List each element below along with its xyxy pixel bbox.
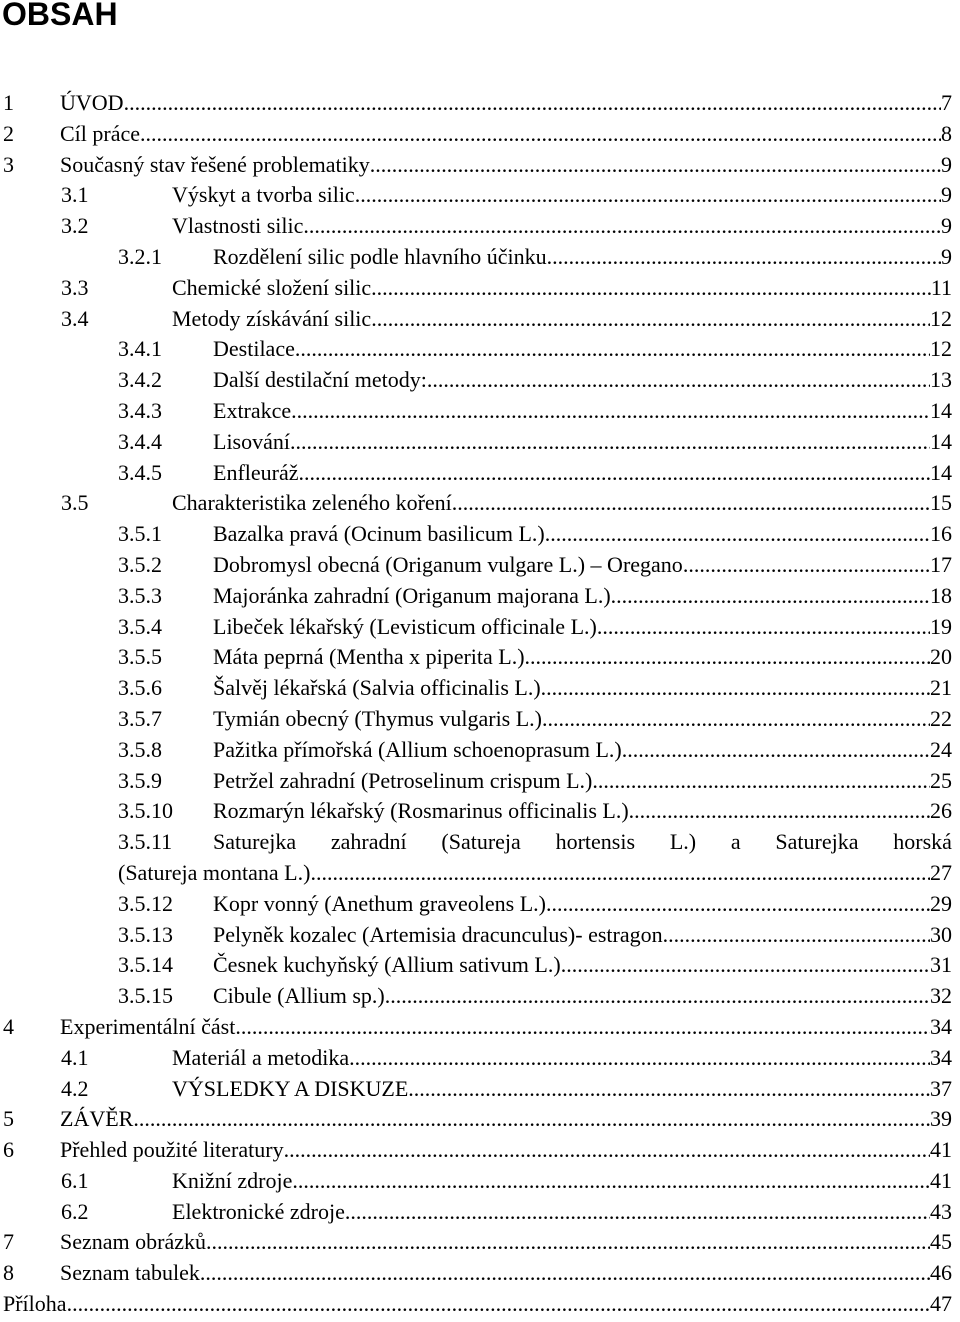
toc-entry-title: Seznam tabulek — [60, 1260, 200, 1286]
toc-entry-line — [213, 612, 952, 643]
toc-heading: OBSAH — [2, 0, 118, 32]
toc-entry-title: Enfleuráž — [213, 459, 299, 485]
toc-entry-number: 3.4.5 — [118, 459, 162, 485]
toc-entry-title: VÝSLEDKY A DISKUZE — [172, 1075, 409, 1101]
toc-entry-line — [213, 796, 952, 827]
dot-leader — [349, 1043, 930, 1074]
dot-leader — [452, 488, 930, 519]
toc-entry-line — [213, 242, 952, 273]
toc-entry — [0, 273, 960, 304]
toc-page-number: 14 — [930, 397, 952, 423]
dot-leader — [683, 550, 930, 581]
toc-entry-number: 3.5.12 — [118, 890, 173, 916]
toc-entry-number: 3 — [3, 151, 14, 177]
toc-page-number: 31 — [930, 952, 952, 978]
toc-page-number: 41 — [930, 1167, 952, 1193]
toc-page-number: 14 — [930, 459, 952, 485]
dot-leader — [541, 673, 930, 704]
toc-page-number: 30 — [930, 921, 952, 947]
dot-leader — [206, 1227, 930, 1258]
toc-entry-number: 3.5 — [61, 490, 89, 516]
toc-entry-title: Výskyt a tvorba silic — [172, 182, 355, 208]
toc-entry-number: 3.5.7 — [118, 705, 162, 731]
toc-entry — [0, 981, 960, 1012]
toc-entry-line — [213, 766, 952, 797]
toc-entry — [0, 1289, 960, 1320]
toc-entry-line — [213, 365, 952, 396]
toc-page-number: 9 — [941, 243, 952, 269]
toc-entry-number: 4.1 — [61, 1044, 89, 1070]
toc-entry — [0, 950, 960, 981]
toc-entry-title: Saturejka zahradní (Satureja hortensis L.) a Saturejka horská — [213, 829, 952, 855]
toc-entry-title: Pelyněk kozalec (Artemisia dracunculus)- estragon — [213, 921, 663, 947]
toc-entry-number: 5 — [3, 1106, 14, 1132]
toc-entry-title: Kopr vonný (Anethum graveolens L.) — [213, 890, 546, 916]
dot-leader — [546, 889, 930, 920]
toc-entry-title: Metody získávání silic — [172, 305, 372, 331]
toc-entry-line — [118, 858, 952, 889]
toc-entry-line — [172, 304, 952, 335]
toc-page-number: 15 — [930, 490, 952, 516]
toc-entry-number: 3.5.5 — [118, 644, 162, 670]
toc-entry — [0, 211, 960, 242]
toc-entry-number: 3.5.10 — [118, 798, 173, 824]
toc-entry-line — [213, 642, 952, 673]
toc-entry-line — [60, 150, 952, 181]
toc-entry-number: 4 — [3, 1013, 14, 1039]
toc-page-number: 18 — [930, 582, 952, 608]
toc-entry-number: 2 — [3, 120, 14, 146]
toc-entry-title: Šalvěj lékařská (Salvia officinalis L.) — [213, 675, 541, 701]
toc-entry-line — [3, 1289, 952, 1320]
toc-entry-title: Extrakce — [213, 397, 292, 423]
toc-entry-line — [213, 981, 952, 1012]
toc-entry-line — [213, 550, 952, 581]
toc-entry-number: 3.4.4 — [118, 428, 162, 454]
toc-entry — [0, 396, 960, 427]
toc-entry-line — [213, 427, 952, 458]
toc-entry-number: 6.1 — [61, 1167, 89, 1193]
toc-entry — [0, 1227, 960, 1258]
toc-page-number: 24 — [930, 736, 952, 762]
toc-entry-line — [60, 1258, 952, 1289]
toc-entry-number: 3.4.2 — [118, 367, 162, 393]
dot-leader — [67, 1289, 930, 1320]
toc-page-number: 14 — [930, 428, 952, 454]
dot-leader — [290, 427, 930, 458]
toc-entry — [0, 827, 960, 858]
toc-entry-line — [172, 180, 952, 211]
table-of-contents — [0, 88, 960, 1320]
toc-entry-title: Materiál a metodika — [172, 1044, 350, 1070]
toc-entry-number: 3.5.4 — [118, 613, 162, 639]
toc-entry-title: Seznam obrázků — [60, 1229, 206, 1255]
toc-entry-title: Příloha — [3, 1291, 67, 1317]
toc-entry-title: Lisování — [213, 428, 290, 454]
toc-entry-title: Současný stav řešené problematiky — [60, 151, 370, 177]
toc-entry — [0, 1043, 960, 1074]
toc-page-number: 45 — [930, 1229, 952, 1255]
toc-page-number: 22 — [930, 705, 952, 731]
dot-leader — [200, 1258, 930, 1289]
dot-leader — [547, 242, 941, 273]
dot-leader — [371, 304, 930, 335]
dot-leader — [284, 1135, 930, 1166]
toc-entry-line — [213, 735, 952, 766]
toc-page-number: 25 — [930, 767, 952, 793]
toc-entry — [0, 1166, 960, 1197]
toc-entry-number: 3.5.1 — [118, 521, 162, 547]
toc-entry — [0, 673, 960, 704]
toc-page-number: 39 — [930, 1106, 952, 1132]
toc-entry-line — [213, 334, 952, 365]
toc-entry — [0, 1104, 960, 1135]
toc-entry-title: Experimentální část — [60, 1013, 236, 1039]
toc-entry-title: Pažitka přímořská (Allium schoenoprasum L.) — [213, 736, 622, 762]
toc-entry-title: ÚVOD — [60, 90, 124, 115]
dot-leader — [235, 1012, 930, 1043]
toc-entry-number: 3.2 — [61, 213, 89, 239]
toc-entry-title: Vlastnosti silic. — [172, 213, 309, 239]
dot-leader — [427, 365, 930, 396]
toc-entry-line — [213, 704, 952, 735]
toc-entry-title: Další destilační metody: — [213, 367, 427, 393]
toc-page-number: 32 — [930, 983, 952, 1009]
toc-page-number: 9 — [941, 213, 952, 239]
toc-entry-number: 6 — [3, 1137, 14, 1163]
toc-page-number: 19 — [930, 613, 952, 639]
toc-entry — [0, 1135, 960, 1166]
toc-entry — [0, 180, 960, 211]
toc-entry-title: Máta peprná (Mentha x piperita L.) — [213, 644, 525, 670]
toc-entry-title: Majoránka zahradní (Origanum majorana L.) — [213, 582, 611, 608]
toc-page-number: 43 — [930, 1198, 952, 1224]
toc-entry — [0, 550, 960, 581]
dot-leader — [355, 180, 941, 211]
toc-entry-number: 3.5.15 — [118, 983, 173, 1009]
toc-page-number: 27 — [930, 859, 952, 885]
toc-page-number: 29 — [930, 890, 952, 916]
toc-entry-line — [213, 889, 952, 920]
toc-entry-number: 7 — [3, 1229, 14, 1255]
toc-page-number: 34 — [930, 1044, 952, 1070]
toc-entry-line — [60, 1135, 952, 1166]
toc-entry-line — [213, 673, 952, 704]
toc-entry — [0, 612, 960, 643]
toc-entry — [0, 796, 960, 827]
toc-page-number: 9 — [941, 151, 952, 177]
toc-entry — [0, 920, 960, 951]
toc-entry — [0, 365, 960, 396]
toc-entry-line — [172, 488, 952, 519]
toc-entry — [0, 150, 960, 181]
dot-leader — [309, 211, 941, 242]
dot-leader — [140, 119, 941, 150]
toc-entry-line — [213, 519, 952, 550]
toc-entry — [0, 427, 960, 458]
dot-leader — [525, 642, 930, 673]
dot-leader — [124, 88, 941, 119]
dot-leader — [295, 334, 930, 365]
toc-entry-line — [172, 1166, 952, 1197]
toc-entry-title: Česnek kuchyňský (Allium sativum L.) — [213, 952, 561, 978]
toc-entry — [0, 458, 960, 489]
toc-entry-title: Rozdělení silic podle hlavního účinku — [213, 243, 547, 269]
toc-entry-line — [60, 119, 952, 150]
toc-entry — [0, 334, 960, 365]
toc-entry-line — [172, 1197, 952, 1228]
toc-entry-title: Elektronické zdroje — [172, 1198, 345, 1224]
toc-entry-number: 3.5.14 — [118, 952, 173, 978]
toc-entry-title: Charakteristika zeleného koření — [172, 490, 452, 516]
dot-leader — [597, 612, 930, 643]
toc-entry-title: Rozmarýn lékařský (Rosmarinus officinalis L.) — [213, 798, 629, 824]
toc-entry-title: Cibule (Allium sp.) — [213, 983, 385, 1009]
dot-leader — [385, 981, 930, 1012]
dot-leader — [611, 581, 930, 612]
toc-entry-title: Cíl práce — [60, 120, 141, 146]
toc-entry-line — [60, 88, 952, 119]
toc-page-number: 12 — [930, 305, 952, 331]
toc-entry-number: 8 — [3, 1260, 14, 1286]
toc-entry — [0, 735, 960, 766]
toc-entry-line — [213, 581, 952, 612]
toc-page-number: 9 — [941, 182, 952, 208]
toc-page-number: 11 — [930, 274, 952, 300]
toc-entry-number: 3.3 — [61, 274, 89, 300]
toc-entry-number: 3.1 — [61, 182, 89, 208]
toc-entry-line — [60, 1012, 952, 1043]
toc-entry — [0, 519, 960, 550]
toc-page-number: 17 — [930, 551, 952, 577]
toc-entry-title: (Satureja montana L.) — [118, 859, 311, 885]
dot-leader — [592, 766, 930, 797]
toc-entry — [0, 766, 960, 797]
toc-entry-number: 3.5.8 — [118, 736, 162, 762]
dot-leader — [561, 950, 930, 981]
dot-leader — [291, 396, 930, 427]
dot-leader — [622, 735, 930, 766]
dot-leader — [310, 858, 930, 889]
toc-entry-line — [60, 1104, 952, 1135]
toc-entry-number: 1 — [3, 90, 14, 115]
toc-entry-number: 3.4.3 — [118, 397, 162, 423]
dot-leader — [370, 150, 941, 181]
toc-page-number: 46 — [930, 1260, 952, 1286]
toc-entry-number: 4.2 — [61, 1075, 89, 1101]
toc-entry-number: 3.4.1 — [118, 336, 162, 362]
toc-page-number: 37 — [930, 1075, 952, 1101]
toc-entry — [0, 889, 960, 920]
toc-entry — [0, 488, 960, 519]
toc-entry — [0, 242, 960, 273]
toc-page-number: 41 — [930, 1137, 952, 1163]
toc-entry-title: Libeček lékařský (Levisticum officinale L.) — [213, 613, 597, 639]
toc-entry-number: 3.5.2 — [118, 551, 162, 577]
dot-leader — [542, 704, 930, 735]
toc-entry-line — [172, 1074, 952, 1105]
toc-entry — [0, 304, 960, 335]
toc-entry-title: Chemické složení silic — [172, 274, 372, 300]
toc-entry-title: Petržel zahradní (Petroselinum crispum L.) — [213, 767, 593, 793]
toc-entry-title: Destilace — [213, 336, 295, 362]
dot-leader — [545, 519, 930, 550]
toc-entry-number: 3.5.13 — [118, 921, 173, 947]
toc-entry-number: 3.4 — [61, 305, 89, 331]
toc-entry — [0, 642, 960, 673]
toc-entry-line — [213, 950, 952, 981]
toc-entry-title: Dobromysl obecná (Origanum vulgare L.) – Oregano — [213, 551, 683, 577]
toc-entry-title: Tymián obecný (Thymus vulgaris L.) — [213, 705, 543, 731]
toc-entry-line — [172, 273, 952, 304]
toc-page-number: 26 — [930, 798, 952, 824]
toc-entry — [0, 119, 960, 150]
toc-entry — [0, 88, 960, 119]
toc-page-number: 16 — [930, 521, 952, 547]
dot-leader — [133, 1104, 930, 1135]
toc-entry — [0, 1197, 960, 1228]
toc-entry-line — [172, 1043, 952, 1074]
toc-page-number: 13 — [930, 367, 952, 393]
toc-entry — [0, 1012, 960, 1043]
dot-leader — [292, 1166, 930, 1197]
toc-page-number: 20 — [930, 644, 952, 670]
toc-page-number: 12 — [930, 336, 952, 362]
toc-entry — [0, 1074, 960, 1105]
toc-entry — [0, 858, 960, 889]
dot-leader — [345, 1197, 930, 1228]
toc-entry-line — [213, 920, 952, 951]
toc-entry — [0, 704, 960, 735]
dot-leader — [663, 920, 930, 951]
toc-entry-number: 3.5.11 — [118, 829, 173, 855]
toc-entry — [0, 1258, 960, 1289]
toc-page-number: 7 — [941, 90, 952, 115]
toc-entry-title: Přehled použité literatury — [60, 1137, 284, 1163]
dot-leader — [371, 273, 931, 304]
dot-leader — [299, 458, 931, 489]
toc-entry-title: Bazalka pravá (Ocinum basilicum L.) — [213, 521, 545, 547]
toc-entry-number: 3.5.9 — [118, 767, 162, 793]
toc-entry-line — [172, 211, 952, 242]
toc-entry-number: 3.5.3 — [118, 582, 162, 608]
dot-leader — [408, 1074, 930, 1105]
toc-page-number: 47 — [930, 1291, 952, 1317]
toc-entry — [0, 581, 960, 612]
toc-entry-title: Knižní zdroje — [172, 1167, 293, 1193]
toc-entry-number: 6.2 — [61, 1198, 89, 1224]
toc-page-number: 34 — [930, 1013, 952, 1039]
toc-entry-line — [213, 458, 952, 489]
toc-page-number: 8 — [941, 120, 952, 146]
toc-page-number: 21 — [930, 675, 952, 701]
toc-entry-number: 3.2.1 — [118, 243, 162, 269]
toc-entry-title: ZÁVĚR — [60, 1106, 134, 1132]
toc-entry-line — [60, 1227, 952, 1258]
toc-entry-number: 3.5.6 — [118, 675, 162, 701]
dot-leader — [629, 796, 930, 827]
toc-entry-line — [213, 396, 952, 427]
